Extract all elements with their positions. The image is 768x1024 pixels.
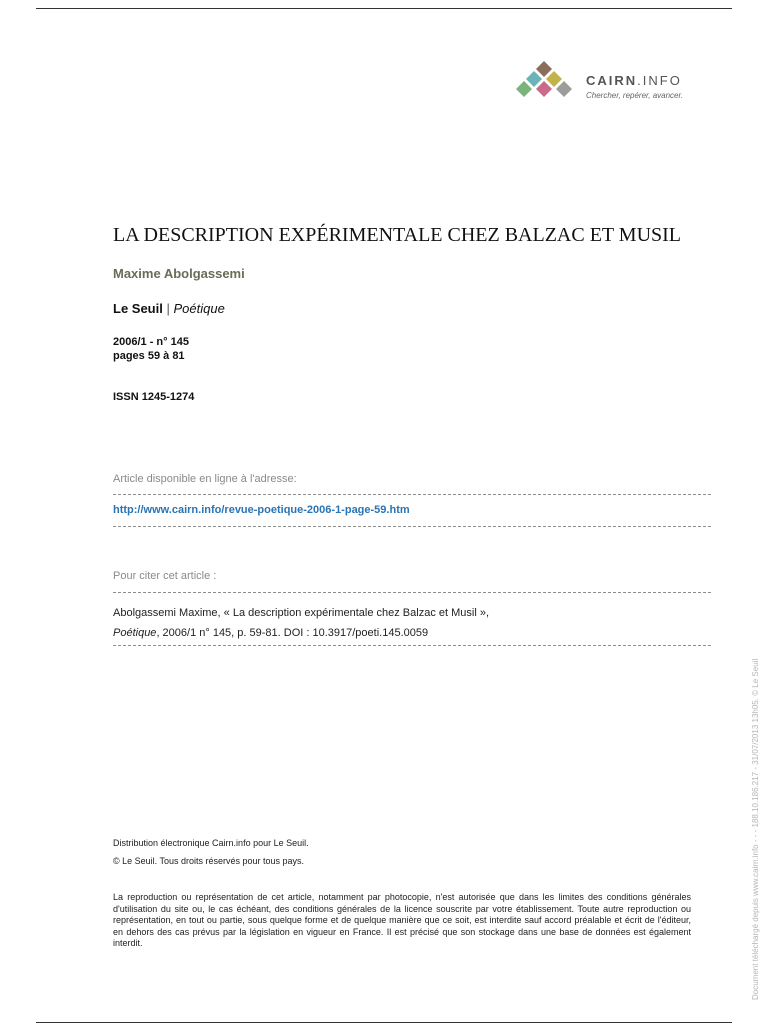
legal-notice: La reproduction ou représentation de cet article, notamment par photocopie, n'est autorisée que dans les limites des conditions générales d'utilisation du site ou, le cas échéant, des conditions générales de la licence souscrite par votre établissement. Toute autre reproduction ou représentation, en tout ou partie, sous quelque forme et de quelque manière que ce soit, est interdite sauf accord préalable et écrit de l'éditeur, en dehors des cas prévus par la législation en vigueur en France. Il est précisé que son stockage dans une base de données est également interdit. <box>113 892 691 948</box>
publisher-line <box>113 301 225 316</box>
article-author: Maxime Abolgassemi <box>113 266 245 281</box>
logo-tagline: Chercher, repérer, avancer. <box>586 91 684 100</box>
cairn-mosaic-icon <box>512 60 576 106</box>
rights-notice: © Le Seuil. Tous droits réservés pour tous pays. <box>113 856 305 866</box>
cairn-logo[interactable] <box>512 60 702 106</box>
logo-tile <box>536 81 552 97</box>
citation-details: , 2006/1 n° 145, p. 59-81. DOI : 10.3917/poeti.145.0059 <box>156 627 429 639</box>
bottom-rule <box>36 1022 732 1023</box>
citation <box>113 603 489 643</box>
page-range: pages 59 à 81 <box>113 350 185 362</box>
logo-tile <box>546 71 562 87</box>
journal-name: Poétique <box>173 301 225 316</box>
publisher-name: Le Seuil <box>113 301 163 316</box>
logo-tile <box>516 81 532 97</box>
download-watermark: Document téléchargé depuis www.cairn.info - - - 188.10.186.217 - 31/07/2013 13h05. © Le Seuil <box>751 658 760 1000</box>
article-url-link[interactable]: http://www.cairn.info/revue-poetique-2006-1-page-59.htm <box>113 504 410 516</box>
divider <box>113 526 711 527</box>
issue-info <box>113 335 189 363</box>
issn: ISSN 1245-1274 <box>113 391 195 403</box>
top-rule <box>36 8 732 9</box>
article-title: LA DESCRIPTION EXPÉRIMENTALE CHEZ BALZAC ET MUSIL <box>113 224 682 246</box>
logo-tile <box>536 61 552 77</box>
divider <box>113 645 711 646</box>
citation-journal: Poétique <box>113 627 157 639</box>
publisher-separator: | <box>166 301 170 316</box>
online-label: Article disponible en ligne à l'adresse: <box>113 473 297 485</box>
distribution-notice: Distribution électronique Cairn.info pour Le Seuil. <box>113 838 309 848</box>
cite-label: Pour citer cet article : <box>113 570 217 582</box>
logo-tile <box>526 71 542 87</box>
citation-line-1: Abolgassemi Maxime, « La description expérimentale chez Balzac et Musil », <box>113 607 490 619</box>
divider <box>113 494 711 495</box>
logo-tile <box>556 81 572 97</box>
citation-line-2 <box>113 623 489 643</box>
logo-wordmark: CAIRN.INFO <box>586 73 682 88</box>
divider <box>113 592 711 593</box>
issue-number: 2006/1 - n° 145 <box>113 336 189 348</box>
